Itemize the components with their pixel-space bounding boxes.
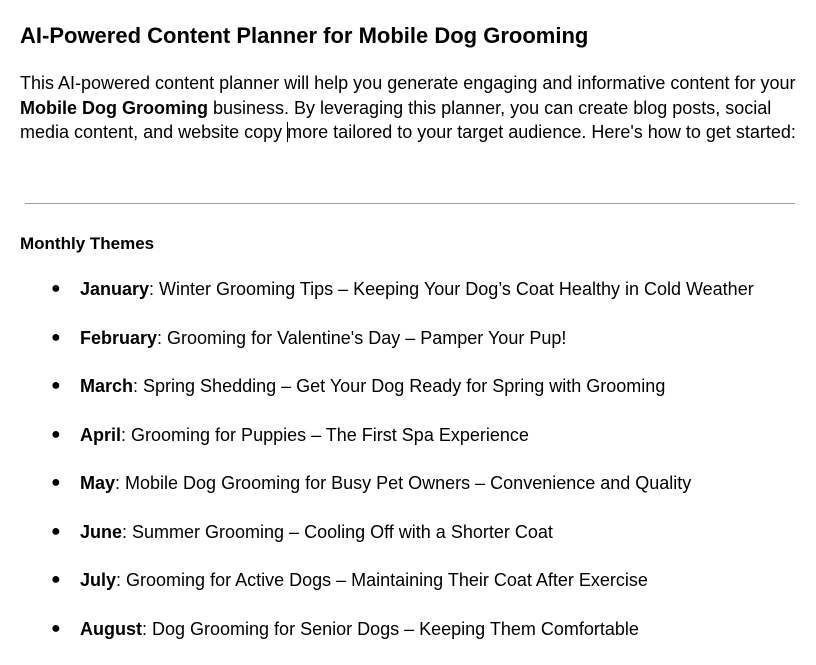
intro-paragraph[interactable] — [20, 71, 802, 145]
bullet-icon: ● — [51, 425, 61, 443]
horizontal-divider — [25, 203, 795, 204]
theme-description: : Dog Grooming for Senior Dogs – Keeping Them Comfortable — [142, 618, 639, 639]
theme-description: : Grooming for Valentine's Day – Pamper Your Pup! — [157, 327, 567, 348]
bullet-icon: ● — [51, 474, 61, 491]
theme-description: : Grooming for Puppies – The First Spa Experience — [121, 424, 529, 445]
intro-text-part3: more tailored to your target audience. Here's how to get started: — [287, 122, 796, 142]
theme-description: : Winter Grooming Tips – Keeping Your Dog’s Coat Healthy in Cold Weather — [149, 279, 754, 299]
bullet-icon: ● — [51, 571, 61, 588]
theme-description: : Grooming for Active Dogs – Maintaining Their Coat After Exercise — [116, 570, 648, 590]
month-label: June — [80, 521, 123, 542]
month-label: July — [80, 570, 117, 590]
bullet-icon: ● — [51, 619, 61, 637]
month-label: January — [80, 279, 150, 299]
intro-business-name: Mobile Dog Grooming — [20, 97, 208, 118]
theme-description: : Mobile Dog Grooming for Busy Pet Owners – Convenience and Quality — [115, 473, 692, 493]
document-title: AI-Powered Content Planner for Mobile Dog Grooming — [20, 23, 589, 48]
bullet-icon: ● — [51, 328, 61, 346]
month-label: May — [80, 473, 116, 493]
month-label: April — [80, 424, 122, 445]
intro-text-part2: business. By leveraging this planner, you can create blog posts, social media content, and website copy — [20, 97, 772, 142]
theme-description: : Summer Grooming – Cooling Off with a Shorter Coat — [122, 521, 553, 542]
month-label: March — [80, 376, 134, 396]
month-label: August — [80, 618, 142, 639]
bullet-icon: ● — [51, 280, 61, 297]
month-label: February — [80, 327, 158, 348]
section-heading-monthly-themes: Monthly Themes — [20, 234, 155, 253]
bullet-icon: ● — [51, 377, 61, 394]
theme-description: : Spring Shedding – Get Your Dog Ready for Spring with Grooming — [133, 376, 666, 396]
bullet-icon: ● — [51, 522, 61, 540]
intro-text-part1: This AI-powered content planner will help you generate engaging and informative content for your — [20, 73, 796, 93]
